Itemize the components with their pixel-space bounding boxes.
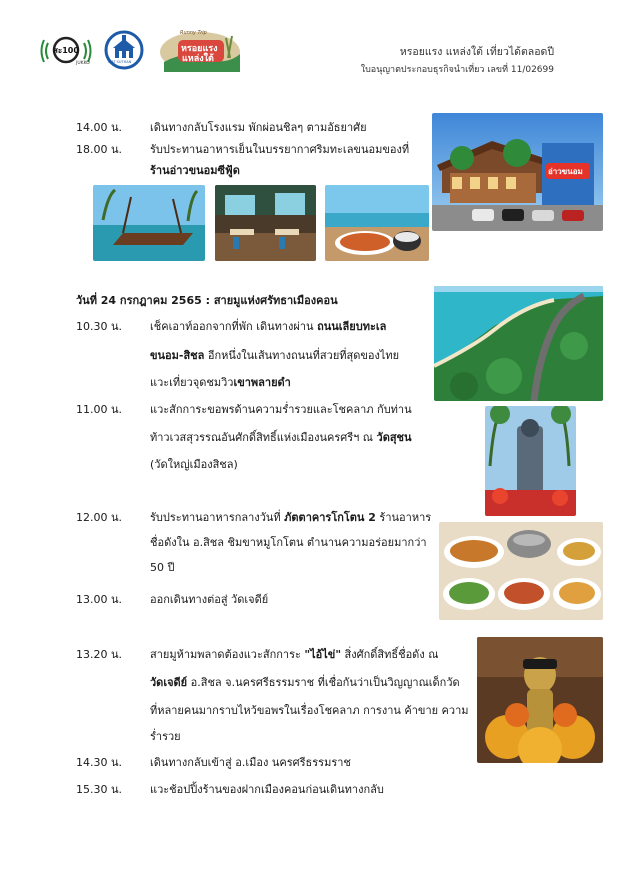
activity-1320-line3: ที่หลายคนมากราบไหว้ขอพรในเรื่องโชคลาภ การงาน ค้าขาย ความ (150, 704, 469, 717)
restaurant-sign-text: อ่าวขนอม (548, 167, 583, 176)
activity-1320-line1-a: สายมูห้ามพลาดต้องแวะสักการะ (150, 648, 305, 661)
time-1100: 11.00 น. (76, 403, 123, 416)
photo-restaurant-interior (215, 185, 316, 261)
photo-coastal-road (434, 286, 603, 401)
logo-raoy-raeng (156, 28, 244, 74)
time-1300: 13.00 น. (76, 593, 123, 606)
activity-1320-line1-b: "ไอ้ไข่" (304, 648, 342, 661)
activity-1100-line2 (150, 431, 412, 444)
logo-raoy-raeng-main1: หรอยแรง (181, 44, 218, 54)
koton-food-image (439, 522, 603, 620)
activity-1030-line3-b: เขาพลายดำ (233, 376, 291, 389)
time-1030: 10.30 น. (76, 320, 123, 333)
activity-1320-line1-c: สิ่งศักดิ์สิทธิ์ชื่อดัง ณ (341, 648, 439, 661)
activity-1030-line1-a: เช็คเอาท์ออกจากที่พัก เดินทางผ่าน (150, 320, 318, 333)
activity-1200-line1 (150, 511, 431, 524)
header-slogan: หรอยแรง แหล่งใต้ เที่ยวได้ตลอดปี (399, 46, 554, 58)
time-1320: 13.20 น. (76, 648, 123, 661)
activity-1030-line3-a: แวะเที่ยวจุดชมวิว (150, 376, 234, 389)
logo-sa100-text: สะ100 (53, 46, 79, 55)
logo-raoy-raeng-top: Runny Trip (180, 30, 207, 36)
logo-sa100 (38, 32, 94, 70)
activity-1530: แวะช้อปปิ้งร้านของฝากเมืองคอนก่อนเดินทางกลับ (150, 783, 384, 796)
day-heading-title: สายมูแห่งศรัทธาเมืองคอน (213, 294, 338, 307)
logo-temple-sub: WAT SUTHAN (108, 60, 132, 64)
restaurant-name-khanom-seafood: ร้านอ่าวขนอมซีฟู้ด (150, 164, 240, 177)
activity-1200-line1-c: ร้านอาหาร (375, 511, 432, 524)
activity-1300: ออกเดินทางต่อสู่ วัดเจดีย์ (150, 593, 269, 606)
activity-1030-line2-b: อีกหนึ่งในเส้นทางถนนที่สวยที่สุดของไทย (204, 349, 400, 362)
time-1430: 14.30 น. (76, 756, 123, 769)
activity-1200-line2: ชื่อดังใน อ.สิชล ชิมขาหมูโกโตน ตำนานความอร่อยมากว่า (150, 536, 427, 549)
seafood-platter-image (325, 185, 429, 261)
logo-temple (104, 30, 144, 70)
activity-1320-line2-a: วัดเจดีย์ (150, 676, 188, 689)
activity-1430: เดินทางกลับเข้าสู่ อ.เมือง นครศรีธรรมราช (150, 756, 351, 769)
activity-1800: รับประทานอาหารเย็นในบรรยากาศริมทะเลขนอมของที่ (150, 143, 410, 156)
activity-1200-line1-b: ภัตตาคารโกโตน 2 (284, 511, 376, 524)
logo-sa100-sub: JUKKO (76, 61, 90, 66)
coastal-road-image (434, 286, 603, 401)
activity-1320-line2-b: อ.สิชล จ.นครศรีธรรมราช ที่เชื่อกันว่าเป็นวิญญาณเด็กวัด (187, 676, 460, 689)
activity-1320-line2 (150, 676, 460, 689)
activity-1100-line3: (วัดใหญ่เมืองสิชล) (150, 458, 238, 471)
time-1200: 12.00 น. (76, 511, 123, 524)
time-1400: 14.00 น. (76, 121, 123, 134)
time-1800: 18.00 น. (76, 143, 123, 156)
activity-1200-line1-a: รับประทานอาหารกลางวันที่ (150, 511, 285, 524)
activity-1030-line2-a: ขนอม-สิชล (150, 349, 205, 362)
photo-beach-deck (93, 185, 205, 261)
activity-1100-line1: แวะสักการะขอพรด้านความร่ำรวยและโชคลาภ กับท่าน (150, 403, 412, 416)
activity-1030-line3 (150, 376, 291, 389)
photo-thao-wessuwan-statue (485, 406, 576, 516)
day-heading-date: วันที่ 24 กรกฎาคม 2565 : (76, 294, 214, 307)
activity-1320-line4: ร่ำรวย (150, 730, 181, 743)
activity-1400: เดินทางกลับโรงแรม พักผ่อนชิลๆ ตามอัธยาศัย (150, 121, 367, 134)
day-heading (76, 294, 338, 307)
photo-koton-food (439, 522, 603, 620)
photo-ai-khai-shrine (477, 637, 603, 763)
restaurant-interior-image (215, 185, 316, 261)
logo-raoy-raeng-main2: แหล่งใต้ (182, 54, 214, 64)
activity-1030-line2 (150, 349, 399, 362)
activity-1100-line2-b: วัดสุชน (376, 431, 412, 444)
activity-1030-line1 (150, 320, 386, 333)
photo-restaurant-exterior (432, 113, 603, 231)
time-1530: 15.30 น. (76, 783, 123, 796)
activity-1100-line2-a: ท้าวเวสสุวรรณอันศักดิ์สิทธิ์แห่งเมืองนครศรีฯ ณ (150, 431, 377, 444)
thao-wessuwan-statue-image (485, 406, 576, 516)
beach-deck-image (93, 185, 205, 261)
photo-seafood-platter (325, 185, 429, 261)
activity-1200-line3: 50 ปี (150, 561, 175, 574)
temple-emblem-icon (104, 30, 144, 70)
activity-1320-line1 (150, 648, 438, 661)
ai-khai-shrine-image (477, 637, 603, 763)
activity-1030-line1-b: ถนนเลียบทะเล (317, 320, 387, 333)
header-license: ใบอนุญาตประกอบธุรกิจนำเที่ยว เลขที่ 11/02699 (360, 65, 554, 75)
